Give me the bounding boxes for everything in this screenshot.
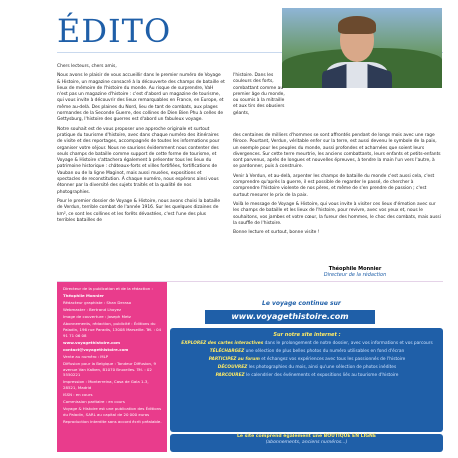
features-heading: Sur notre site internet : [273, 332, 341, 338]
feature-keyword: PARCOUREZ [215, 373, 245, 378]
edito-column-1 [57, 64, 225, 227]
masthead-line: Webmaster : Bertrand Lhoyez [63, 307, 122, 313]
photo-hair [338, 16, 376, 34]
feature-text: dans le prolongement de notre dossier, avec vos informations et vos parcours [264, 341, 433, 346]
paragraph: l'histoire. Dans les couleurs des forts, combattant comme au premier âge du monde, ou soumis à la mitraille et aux tirs des obusiers géants, [233, 73, 285, 116]
feature-keyword: TÉLÉCHARGEZ [209, 349, 245, 354]
signature-name: Théophile Monnier [328, 266, 382, 272]
website-features [178, 332, 436, 381]
paragraph: Bonne lecture et surtout, bonne visite ! [233, 230, 320, 236]
masthead-line: Image de couverture : Joseph Metz [63, 314, 131, 320]
masthead-link[interactable]: www.voyagethistoire.com [63, 339, 121, 345]
feature-item [178, 341, 436, 347]
paragraph: Pour le premier dossier de Voyage & Histoire, nous avons choisi la bataille de Verdun, terrible combat de l'année 1916. Sur les quelques dizaines de km², ce sont les collines et les forêts dévastées, c'est l'une des plus terribles batailles de [57, 198, 221, 223]
paragraph: des centaines de milliers d'hommes se sont affrontés pendant de longs mois avec une rage féroce. Pourtant, Verdun, véritable enfer sur la terre, est aussi devenu le symbole de la paix, un exemple pour les peuples du monde, aussi profondes et acharnées que soient leurs divergences. Sur cette terre meurtrie, les anciens combattants, leurs enfants et petits-enfants sont parvenus, après de longues et nouvelles épreuves, à tendre la main l'un vers l'autre, à se pardonner, puis à construire. [233, 133, 441, 170]
masthead-line: Abonnements, rédaction, publicité : Éditions du Paladin, 196 rue Paradis, 13008 Marseille. Tél. : 04 91 71 06 08 [63, 321, 162, 338]
masthead-line: Vente au numéro : MLP [63, 353, 109, 359]
feature-keyword: EXPLOREZ des cartes interactives [181, 341, 264, 346]
paragraph: Venir à Verdun, et au-delà, arpenter les champs de bataille du monde c'est aussi cela, c'est comprendre qu'après la guerre, il est possible de regarder le passé, de chercher à comprendre l'histoire violente de nos pères, et même de s'en prendre de passion ; c'est surtout mesurer le prix de la paix. [233, 173, 435, 198]
paragraph: Notre souhait est de vous proposer une approche originale et surtout pratique du tourisme d'histoire, avec dans chaque numéro des itinéraires de visite et des reportages, accompagnés de toutes les informations pour organiser votre séjour. Nous ne saurions évidemment nous contenter des seuls champs de bataille comme support de cette forme de tourisme, et Voyage & Histoire s'attachera également à présenter tous les lieux du patrimoine historique : châteaux-forts et villes fortifiées, fortifications de Vauban ou de la ligne Maginot, mais aussi musées, expositions et spectacles de reconstitution. À chaque numéro, nous espérons ainsi vous étonner par la diversité des sujets traités et la qualité de nos photographies. [57, 126, 220, 195]
signature-role: Directeur de la rédaction [323, 272, 387, 278]
feature-item [178, 373, 436, 379]
paragraph: Chers lecteurs, chers amis, [57, 64, 117, 69]
website-features-box [170, 328, 443, 432]
website-url[interactable]: www.voyagethistoire.com [205, 310, 375, 324]
web-label: Le voyage continue sur [262, 300, 341, 307]
masthead-box [57, 282, 167, 452]
masthead-lines [63, 286, 163, 426]
masthead-line: Rédacteur graphiste : Shan Deraso [63, 300, 132, 306]
masthead-line: Théophile Monnier [63, 293, 104, 299]
feature-text: les photographies du mois, ainsi qu'une sélection de photos inédites [248, 365, 397, 370]
feature-text: et échangez vos expériences avec tous les passionnés de l'histoire [261, 357, 406, 362]
paragraph: Voilà le message de Voyage & Histoire, qui vous invite à visiter ces lieux d'émotion avec sur les champs de bataille et les lieux de l'histoire, pour revivre, avec vos yeux et, nous le souhaitons, vos jambes et votre cœur, la fureur des hommes, le choc des combats, mais aussi la souffle de l'histoire. [233, 201, 441, 226]
paragraph: Nous avons le plaisir de vous accueillir dans le premier numéro de Voyage & Histoire, un magazine consacré à la découverte des champs de bataille et lieux de mémoire de l'histoire du monde. Au risque de surprendre, VaH n'est pas un magazine d'histoire : c'est d'abord un magazine de tourisme, qui vous invite à découvrir des lieux remarquables en France, en Europe, et même au-delà. Des plaines du Nord, lieu de tant de combats, aux plages normandes de la Seconde Guerre, des collines de Dien Bien Phu à celles de Gettysburg, l'histoire des guerres est d'abord un fabuleux voyage. [57, 73, 225, 123]
signature [305, 266, 405, 278]
photo-person [322, 14, 392, 88]
online-shop-box[interactable] [170, 434, 443, 452]
feature-keyword: PARTICIPEZ au forum [208, 357, 260, 362]
feature-item [178, 349, 436, 355]
feature-text: le calendrier des événements et expositions liés au tourisme d'histoire [246, 373, 399, 378]
masthead-line: Impression : Monterreina, Casa de Gala 1-3, 28521, Madrid [63, 379, 149, 390]
shop-text: Le site comprend également une BOUTIQUE EN LIGNE [236, 434, 377, 439]
masthead-line: Directeur de la publication et de la rédaction : [63, 286, 153, 291]
masthead-line: Diffusion pour la Belgique : Tondeur Diffusion, 9 avenue Van Kalken, B1070 Bruxelles. Tél. : 02 5550221 [63, 361, 156, 378]
editor-photo [282, 8, 442, 88]
masthead-link[interactable]: contact@voyagethistoire.com [63, 346, 129, 352]
page-title: ÉDITO [57, 12, 172, 50]
feature-item [178, 365, 436, 371]
feature-keyword: DÉCOUVREZ [217, 365, 248, 370]
masthead-line: ISSN : en cours [63, 392, 93, 397]
feature-text: une sélection de plus belles photos du numéro utilisables en fond d'écran [245, 349, 405, 354]
shop-subtext: (abonnements, anciens numéros...) [265, 440, 348, 445]
feature-item [178, 357, 436, 363]
masthead-line: Voyage & Histoire est une publication des Éditions du Paladin, SARL au capital de 20 000 euros [63, 406, 162, 417]
edito-column-2-wrap [233, 73, 289, 120]
masthead-line: Reproduction interdite sans accord écrit préalable. [63, 418, 162, 424]
masthead-line: Commission paritaire : en cours [63, 399, 125, 405]
edito-column-2 [233, 133, 441, 239]
